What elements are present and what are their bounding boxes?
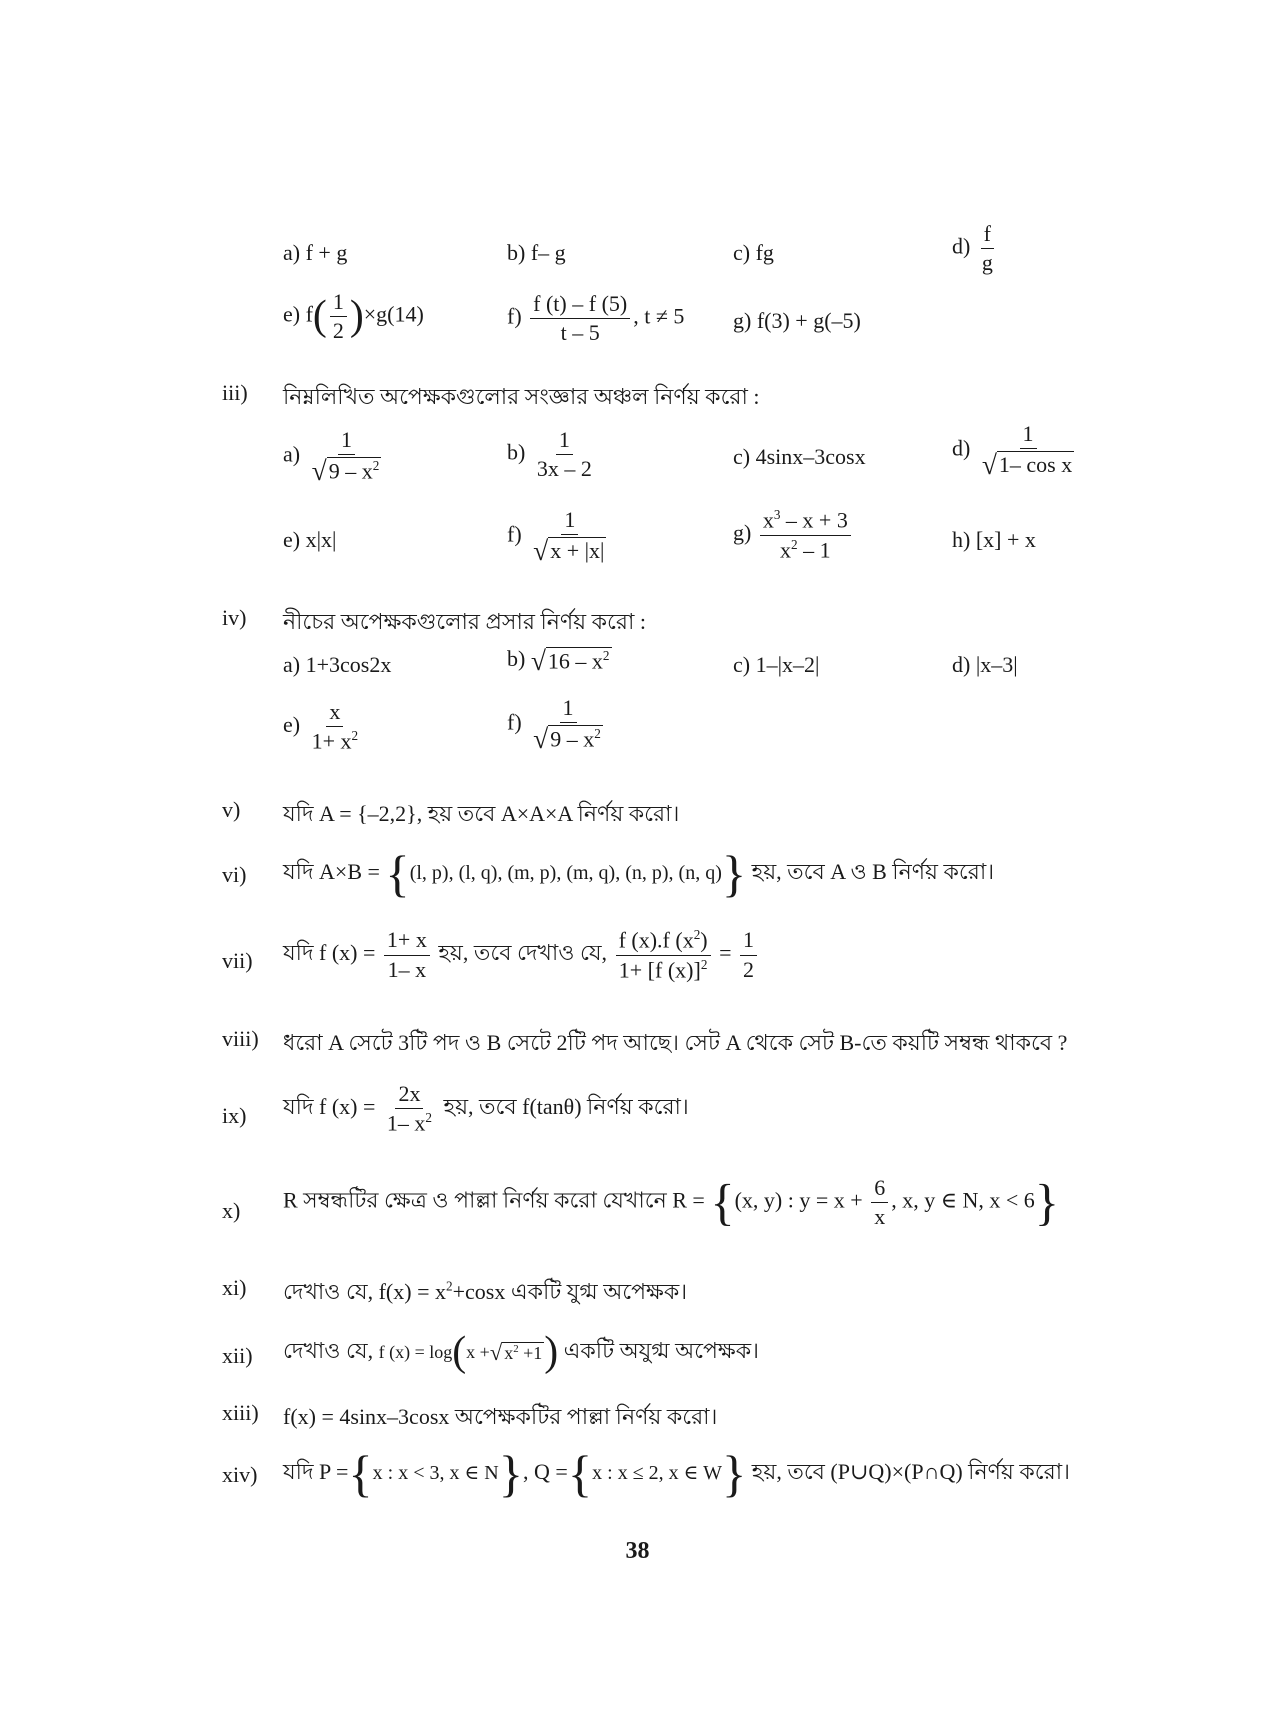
q7-number: vii): [222, 948, 253, 973]
item-iv-b: b) √ $16 - x^2$: [507, 645, 610, 677]
item-ii-f: f) $\frac{f (t) - f (5)}{t - 5}$ , t ≠ 5: [507, 291, 685, 346]
item-iii-a: a) 1 √ $9 - x^2$: [283, 427, 380, 487]
q9-text: যদি f (x) = $\frac{2x}{1- x^2}$ হয়, তবে f(tanθ) নির্ণয় করো।: [283, 1081, 689, 1136]
item-iii-e: e) x|x|: [283, 527, 337, 552]
item-iii-c: c) 4sinx–3cosx: [733, 444, 866, 469]
item-ii-e: e) f( $\frac{1}{2}$ )×g(14): [283, 289, 424, 344]
item-iii-h: h) [x] + x: [952, 527, 1036, 552]
item-iv-e: e) $\frac{x}{1+ x^2}$: [283, 699, 359, 754]
q8-text: ধরো A সেটে 3টি পদ ও B সেটে 2টি পদ আছে। সেট A থেকে সেট B-তে কয়টি সম্বন্ধ থাকবে ?: [283, 1030, 1068, 1055]
item-ii-g: g) f(3) + g(–5): [733, 308, 861, 333]
q3-number: iii): [222, 380, 248, 405]
q12-number: xii): [222, 1343, 253, 1368]
item-ii-c: c) fg: [733, 240, 774, 265]
q10-number: x): [222, 1198, 241, 1223]
item-iii-b: b) $\frac{1}{3x - 2}$: [507, 427, 592, 482]
q10-text: R সম্বন্ধটির ক্ষেত্র ও পাল্লা নির্ণয় করো যেখানে R = {(x, y) : y = x + $\frac{6}{x}$ , x, y ∈ N, x < 6}: [283, 1173, 1060, 1230]
item-iii-f: f) 1 √ x + |x|: [507, 507, 605, 567]
q6-text: যদি A×B = {(l, p), (l, q), (m, p), (m, q), (n, p), (n, q)} হয়, তবে A ও B নির্ণয় করো।: [283, 845, 995, 902]
q6-number: vi): [222, 862, 247, 887]
item-iii-d: d) 1 √ 1– cos x: [952, 421, 1073, 481]
q8-number: viii): [222, 1026, 259, 1051]
q5-number: v): [222, 797, 241, 822]
q11-text: দেখাও যে, $f(x) = x^2+\cos x$ একটি যুগ্ম অপেক্ষক।: [283, 1278, 688, 1304]
q13-text: f(x) = 4sinx–3cosx অপেক্ষকটির পাল্লা নির্ণয় করো।: [283, 1404, 718, 1429]
q4-number: iv): [222, 605, 247, 630]
item-iv-d: d) |x–3|: [952, 652, 1018, 677]
q3-text: নিম্নলিখিত অপেক্ষকগুলোর সংজ্ঞার অঞ্চল নির্ণয় করো :: [283, 384, 760, 409]
q13-number: xiii): [222, 1400, 259, 1425]
q4-text: নীচের অপেক্ষকগুলোর প্রসার নির্ণয় করো :: [283, 609, 646, 634]
q14-number: xiv): [222, 1462, 258, 1487]
item-ii-b: b) f– g: [507, 240, 566, 265]
item-iv-a: a) 1+3cos2x: [283, 652, 392, 677]
q7-text: যদি f (x) = $\frac{1+ x}{1- x}$ হয়, তবে দেখাও যে, $\frac{f (x).f (x^2)}{1+ [f (x)]^2}$ = $\frac{1}{2}$: [283, 928, 760, 982]
item-iv-c: c) 1–|x–2|: [733, 652, 820, 677]
page-number: 38: [625, 1538, 650, 1564]
q12-text: দেখাও যে, f (x) = log(x + √ $x^2 +1$ ) একটি অযুগ্ম অপেক্ষক।: [283, 1329, 759, 1376]
q11-number: xi): [222, 1275, 247, 1300]
q9-number: ix): [222, 1103, 247, 1128]
item-ii-a: a) f + g: [283, 240, 348, 265]
item-iv-f: f) 1 √ $9 - x^2$: [507, 695, 601, 755]
q14-text: যদি P ={x : x < 3, x ∈ N}, Q ={x : x ≤ 2, x ∈ W} হয়, তবে (P∪Q)×(P∩Q) নির্ণয় করো।: [283, 1445, 1070, 1502]
item-ii-d: d) $\frac{f}{g}$: [952, 221, 993, 276]
q5-text: যদি A = {–2,2}, হয় তবে A×A×A নির্ণয় করো।: [283, 801, 680, 826]
item-iii-g: g) $\frac{x^3 - x + 3}{x^2 - 1}$: [733, 508, 854, 562]
